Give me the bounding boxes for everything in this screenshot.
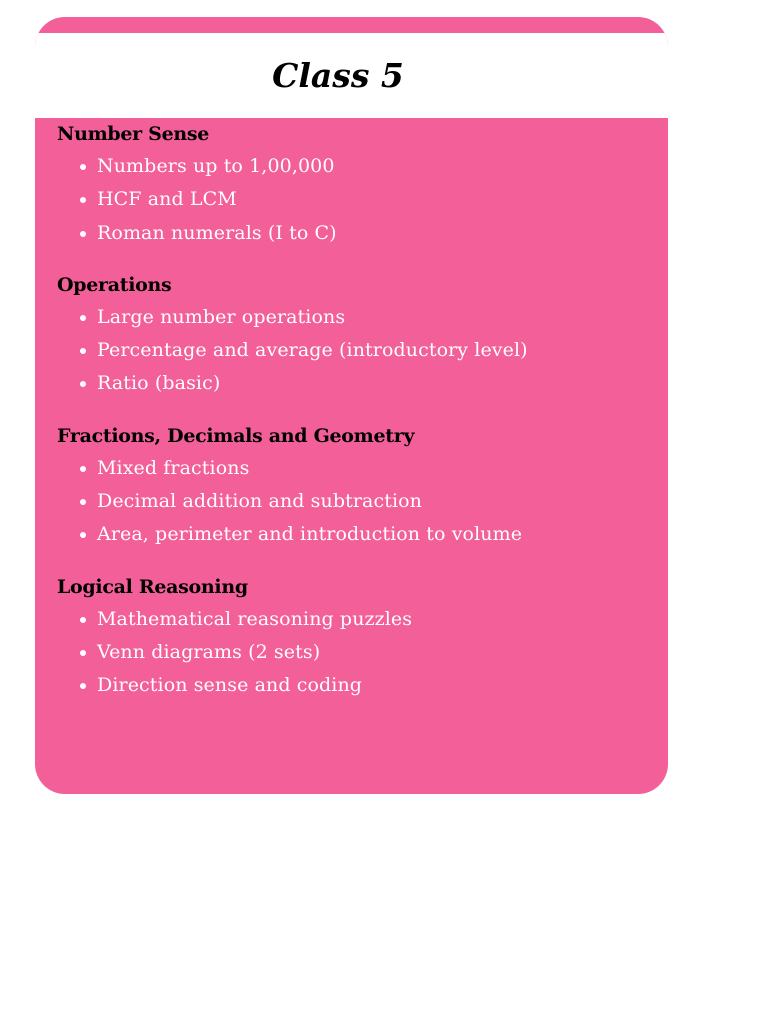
section-number-sense <box>57 120 657 250</box>
item-text: Percentage and average (introductory level) <box>97 339 528 362</box>
item-text: Numbers up to 1,00,000 <box>97 155 335 177</box>
bullet-icon <box>80 532 86 538</box>
section-fractions-decimals-geometry <box>57 422 657 552</box>
card-title: Class 5 <box>272 56 404 95</box>
item-text: HCF and LCM <box>97 188 237 211</box>
list-item <box>57 217 657 250</box>
item-text: Roman numerals (I to C) <box>97 221 337 244</box>
topic-list <box>57 603 657 703</box>
item-text: Mathematical reasoning puzzles <box>97 607 413 630</box>
section-heading: Number Sense <box>57 123 210 145</box>
item-text: Direction sense and coding <box>97 674 363 697</box>
bullet-icon <box>80 499 86 505</box>
item-text: Area, perimeter and introduction to volume <box>97 523 523 546</box>
section-heading: Logical Reasoning <box>57 575 248 598</box>
topic-list <box>57 301 657 401</box>
list-item <box>57 603 657 636</box>
bullet-icon <box>80 348 86 354</box>
list-item <box>57 367 657 400</box>
item-text: Decimal addition and subtraction <box>97 490 423 513</box>
list-item <box>57 518 657 551</box>
list-item <box>57 452 657 485</box>
bullet-icon <box>80 650 86 656</box>
bullet-icon <box>80 231 86 237</box>
bullet-icon <box>80 315 86 321</box>
item-text: Mixed fractions <box>97 456 250 479</box>
bullet-icon <box>80 197 86 203</box>
topic-list <box>57 452 657 552</box>
list-item <box>57 485 657 518</box>
list-item <box>57 150 657 183</box>
bullet-icon <box>80 683 86 689</box>
bullet-icon <box>80 164 86 170</box>
title-band <box>35 33 668 118</box>
list-item <box>57 301 657 334</box>
section-logical-reasoning <box>57 573 657 703</box>
bullet-icon <box>80 466 86 472</box>
section-operations <box>57 271 657 401</box>
list-item <box>57 183 657 216</box>
list-item <box>57 334 657 367</box>
bullet-icon <box>80 381 86 387</box>
syllabus-card <box>35 17 668 794</box>
section-heading: Operations <box>57 273 172 296</box>
list-item <box>57 636 657 669</box>
item-text: Ratio (basic) <box>97 372 221 395</box>
section-heading: Fractions, Decimals and Geometry <box>57 424 415 447</box>
topic-list <box>57 150 657 250</box>
list-item <box>57 669 657 702</box>
syllabus-content <box>57 120 657 724</box>
bullet-icon <box>80 617 86 623</box>
item-text: Large number operations <box>97 305 346 328</box>
item-text: Venn diagrams (2 sets) <box>97 640 321 663</box>
